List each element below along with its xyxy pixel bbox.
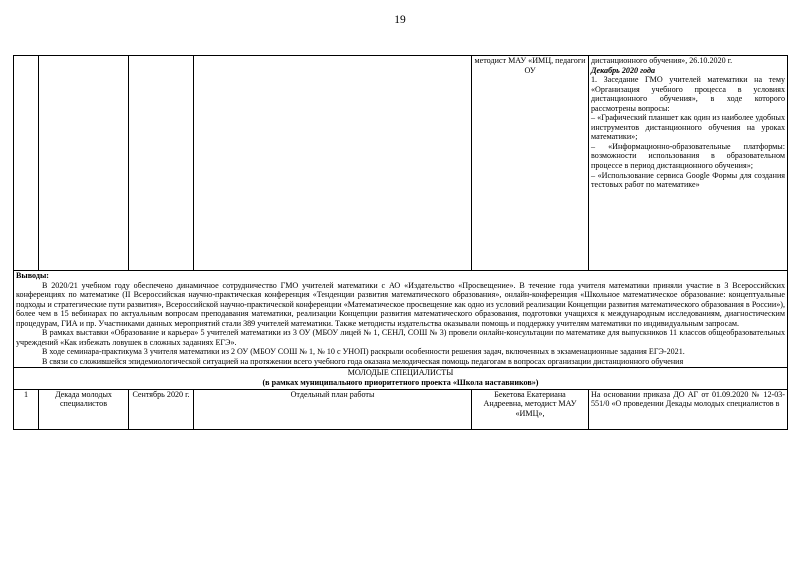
- result-line-month: Декабрь 2020 года: [591, 65, 656, 75]
- conclusions-heading: Выводы:: [16, 271, 49, 280]
- cell-date: [129, 56, 194, 271]
- result-line: – «Информационно-образовательные платформы: возможности использования в образовательном процессе в период дистанционного обучения»;: [591, 141, 785, 171]
- table-row: [14, 56, 788, 271]
- conclusions-row: [14, 271, 788, 368]
- report-table: [13, 55, 788, 430]
- section-header-row: [14, 368, 788, 389]
- cell-event: Декада молодых специалистов: [39, 389, 129, 429]
- cell-responsible: методист МАУ «ИМЦ, педагоги ОУ: [472, 56, 589, 271]
- cell-result: [589, 56, 788, 271]
- section-header-line2: (в рамках муниципального приоритетного проекта «Школа наставников»): [262, 378, 539, 388]
- page-number: 19: [394, 14, 406, 26]
- cell-responsible: Бекетова Екатериана Андреевна, методист МАУ «ИМЦ»,: [472, 389, 589, 429]
- cell-date: Сентябрь 2020 г.: [129, 389, 194, 429]
- cell-plan: [194, 56, 472, 271]
- result-line: – «Графический планшет как один из наиболее удобных инструментов дистанционного обучения на уроках математики»;: [591, 113, 785, 142]
- cell-plan: Отдельный план работы: [194, 389, 472, 429]
- section-header-line1: МОЛОДЫЕ СПЕЦИАЛИСТЫ: [347, 368, 454, 378]
- cell-result: На основании приказа ДО АГ от 01.09.2020 № 12-03-551/0 «О проведении Декады молодых специалистов в: [589, 389, 788, 429]
- conclusions-paragraph: В ходе семинара-практикума 3 учителя математики из 2 ОУ (МБОУ СОШ № 1, № 10 с УНОП) раскрыли особенности решения задач, включенных в экзаменационные задания ЕГЭ-2021.: [42, 347, 685, 357]
- section-header-cell: [14, 368, 788, 389]
- result-line: – «Использование сервиса Google Формы для создания тестовых работ по математике»: [591, 170, 785, 190]
- conclusions-paragraph: В рамках выставки «Образование и карьера» 5 учителей математики из 3 ОУ (МБОУ лицей № 1, СЕНЛ, СОШ № 3) провели онлайн-консультации по математике для выпускников 11 классов общеобразовательных учреждений «Как избежать ловушек в сложных заданиях ЕГЭ».: [16, 328, 785, 347]
- table-row: [14, 389, 788, 429]
- cell-event: [39, 56, 129, 271]
- cell-number: 1: [14, 389, 39, 429]
- result-line: дистанционного обучения», 26.10.2020 г.: [591, 56, 733, 65]
- result-line: 1. Заседание ГМО учителей математики на тему «Организация учебного процесса в условиях дистанционного обучения», в ходе которого рассмотрены вопросы:: [591, 75, 785, 113]
- conclusions-cell: [14, 271, 788, 368]
- conclusions-paragraph: В связи со сложившейся эпидемиологической ситуацией на протяжении всего учебного года оказана мелодическая помощь педагогам в вопросах организации дистанционного обучения: [42, 356, 684, 366]
- conclusions-paragraph: В 2020/21 учебном году обеспечено динамичное сотрудничество ГМО учителей математики с АО «Издательство «Просвещение». В течение года учителя математики приняли участие в 3 Всероссийских конференциях по математике (II Всероссийская научно-практическая конференция «Тенденции развития математического образования», онлайн-конференция «Школьное математическое образование: концептуальные подходы и стратегические пути развития», Всероссийской научно-практической конференции «Математическое просвещение как одно из условий реализации Концепции развития математического образования в России»), более чем в 15 вебинарах по актуальным вопросам преподавания математики, реализации Концепции развития математического образования, подготовки учащихся к международным исследованиям, диагностическим процедурам, ГИА и пр. Участниками данных мероприятий стали 389 учителей математики. Также методисты издательства оказывали помощь и поддержку учителям математики по индивидуальным запросам.: [16, 280, 785, 328]
- cell-number: [14, 56, 39, 271]
